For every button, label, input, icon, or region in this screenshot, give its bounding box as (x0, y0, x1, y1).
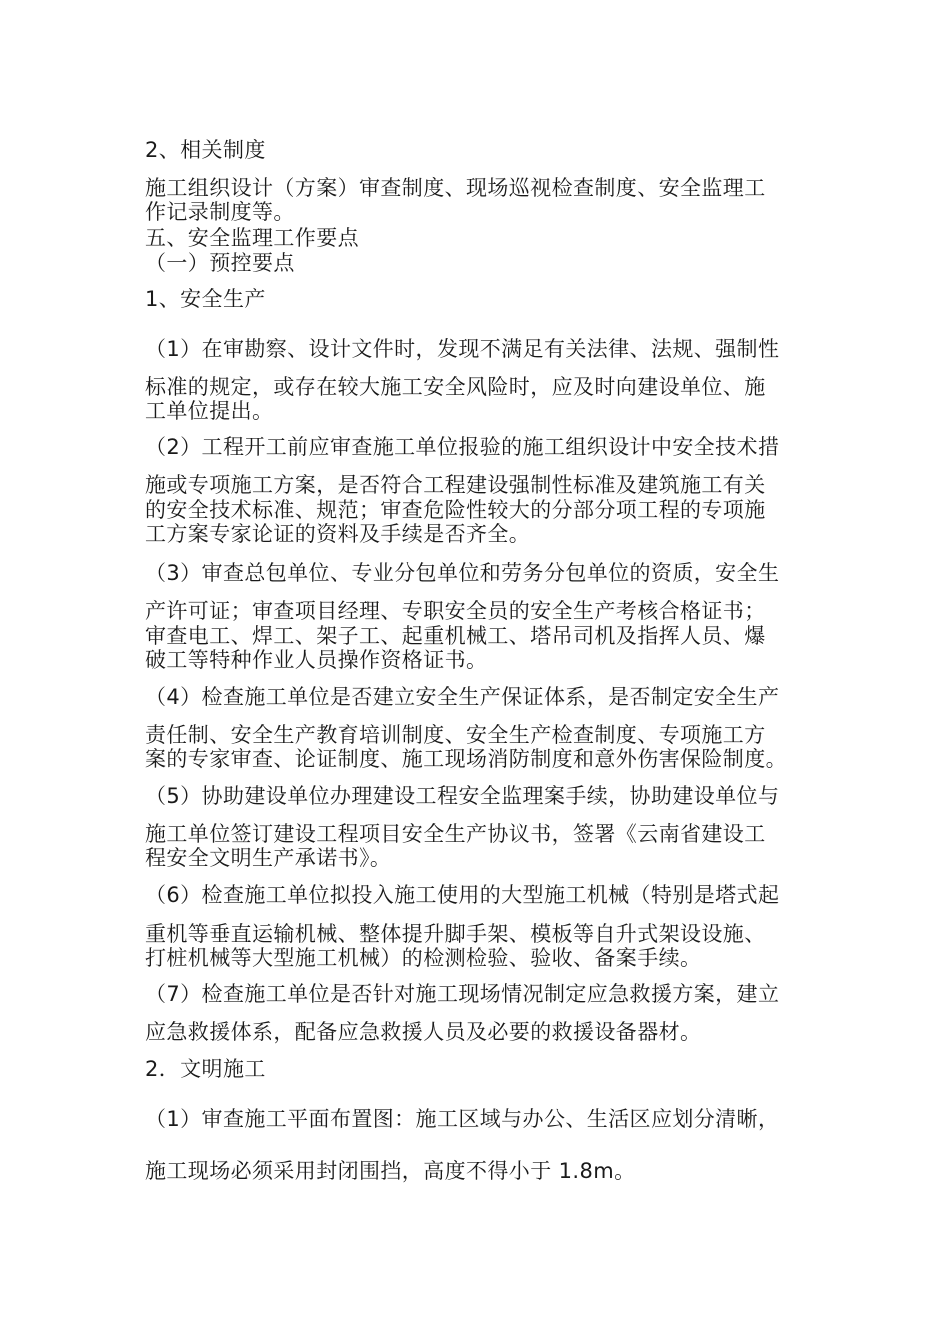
section-heading: 2．文明施工 (145, 1057, 266, 1081)
paragraph-line: 作记录制度等。 (145, 200, 295, 224)
paragraph-line: （4）检查施工单位是否建立安全生产保证体系，是否制定安全生产 (145, 685, 780, 709)
paragraph-line: 施工单位签订建设工程项目安全生产协议书，签署《云南省建设工 (145, 822, 766, 846)
paragraph-line: （3）审查总包单位、专业分包单位和劳务分包单位的资质，安全生 (145, 561, 780, 585)
paragraph-line: （7）检查施工单位是否针对施工现场情况制定应急救援方案，建立 (145, 982, 780, 1006)
paragraph-line: 责任制、安全生产教育培训制度、安全生产检查制度、专项施工方 (145, 723, 766, 747)
paragraph-line: 标准的规定，或存在较大施工安全风险时，应及时向建设单位、施 (145, 375, 766, 399)
paragraph-line: 施工组织设计（方案）审查制度、现场巡视检查制度、安全监理工 (145, 176, 766, 200)
section-heading: 2、相关制度 (145, 138, 266, 162)
paragraph-line: （1）在审勘察、设计文件时，发现不满足有关法律、法规、强制性 (145, 337, 780, 361)
paragraph-line: （2）工程开工前应审查施工单位报验的施工组织设计中安全技术措 (145, 435, 780, 459)
paragraph-line: 案的专家审查、论证制度、施工现场消防制度和意外伤害保险制度。 (145, 747, 787, 771)
paragraph-line: 程安全文明生产承诺书》。 (145, 846, 392, 870)
paragraph-line: （1）审查施工平面布置图：施工区域与办公、生活区应划分清晰， (145, 1107, 780, 1131)
subsection-heading: （一）预控要点 (145, 251, 295, 275)
paragraph-line: 破工等特种作业人员操作资格证书。 (145, 648, 488, 672)
paragraph-line: 工单位提出。 (145, 399, 274, 423)
paragraph-line: （5）协助建设单位办理建设工程安全监理案手续，协助建设单位与 (145, 784, 780, 808)
paragraph-line: 工方案专家论证的资料及手续是否齐全。 (145, 522, 531, 546)
paragraph-line: 重机等垂直运输机械、整体提升脚手架、模板等自升式架设设施、 (145, 922, 766, 946)
paragraph-line: 施工现场必须采用封闭围挡，高度不得小于 1.8m。 (145, 1159, 636, 1183)
paragraph-line: 打桩机械等大型施工机械）的检测检验、验收、备案手续。 (145, 946, 702, 970)
paragraph-line: 的安全技术标准、规范；审查危险性较大的分部分项工程的专项施 (145, 498, 766, 522)
paragraph-line: 审查电工、焊工、架子工、起重机械工、塔吊司机及指挥人员、爆 (145, 624, 766, 648)
paragraph-line: 产许可证；审查项目经理、专职安全员的安全生产考核合格证书； (145, 599, 766, 623)
paragraph-line: （6）检查施工单位拟投入施工使用的大型施工机械（特别是塔式起 (145, 883, 780, 907)
paragraph-line: 应急救援体系，配备应急救援人员及必要的救援设备器材。 (145, 1020, 702, 1044)
paragraph-line: 施或专项施工方案，是否符合工程建设强制性标准及建筑施工有关 (145, 473, 766, 497)
chapter-heading: 五、安全监理工作要点 (145, 226, 359, 250)
section-heading: 1、安全生产 (145, 287, 266, 311)
